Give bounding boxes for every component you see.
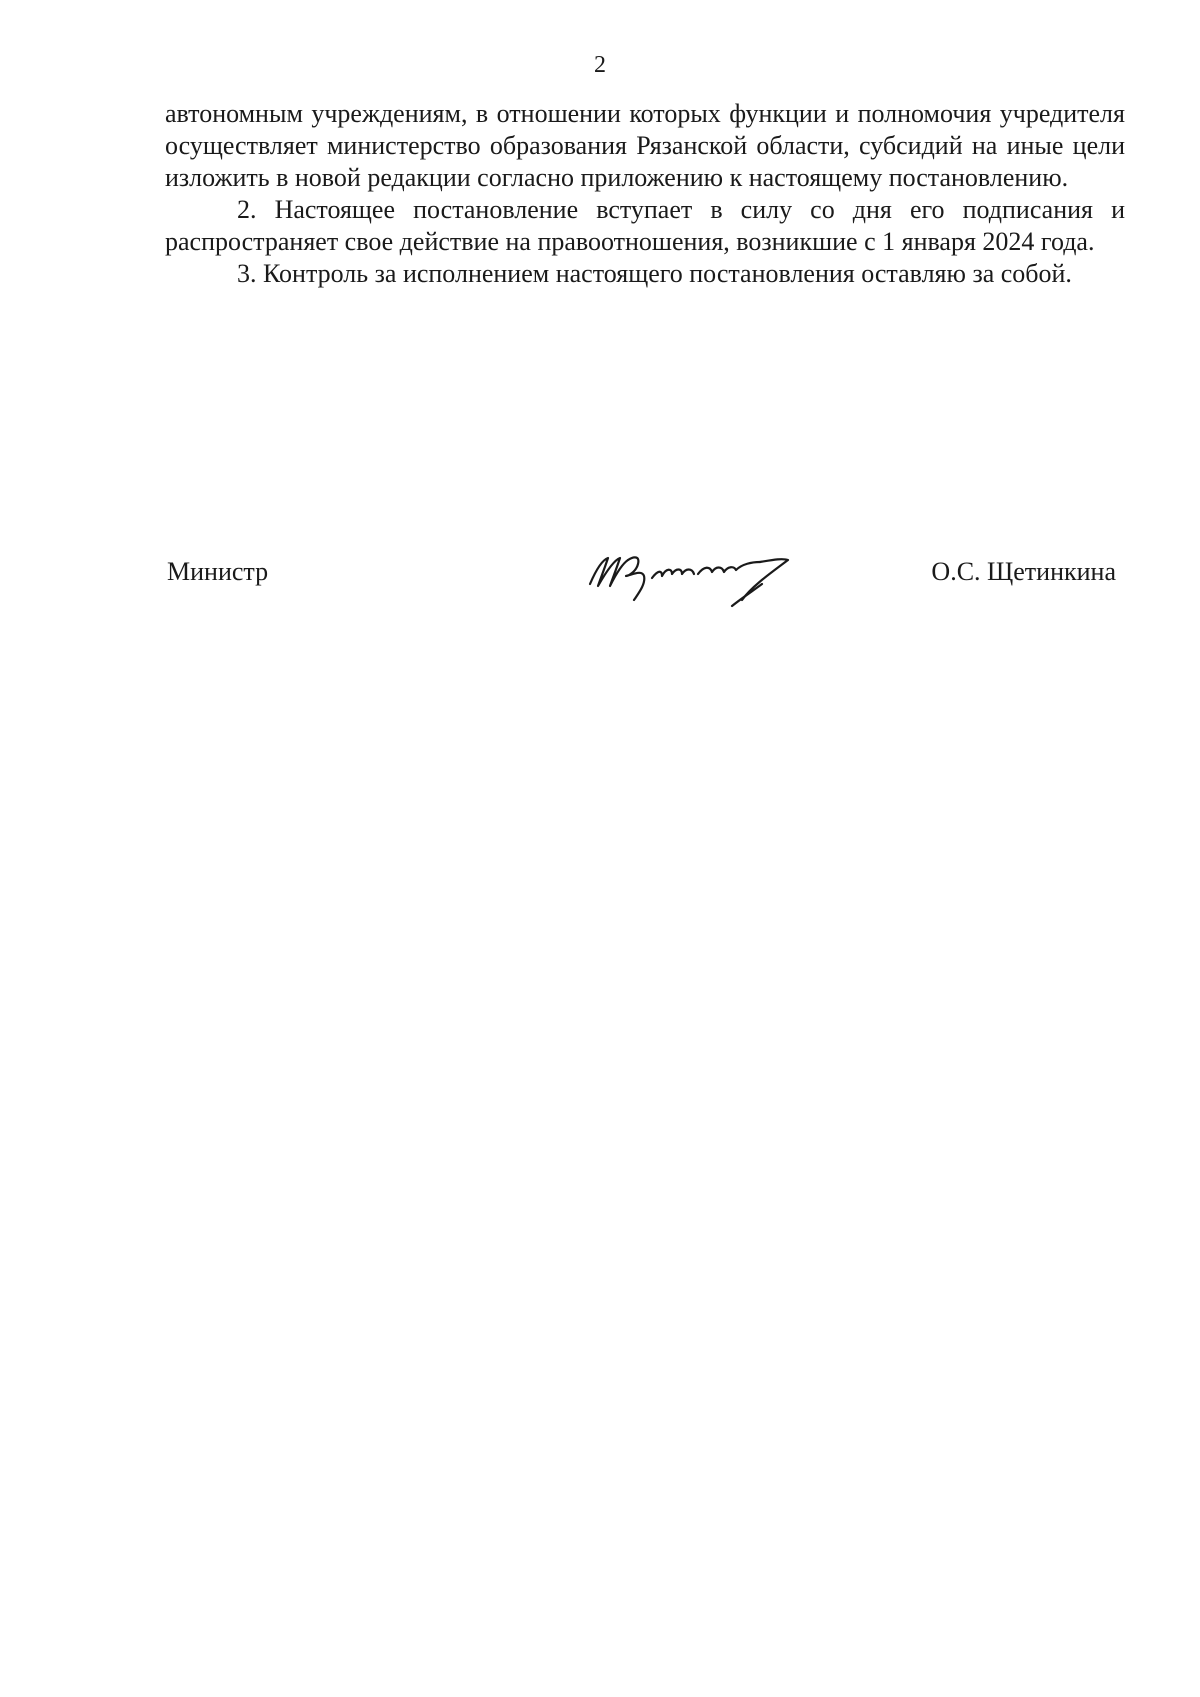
signatory-name: О.С. Щетинкина [931,557,1116,586]
handwritten-signature [582,540,822,620]
page-number: 2 [594,52,606,78]
signatory-title: Министр [167,557,269,586]
paragraph-item-3: 3. Контроль за исполнением настоящего постановления оставляю за собой. [237,259,1072,288]
paragraph-continuation: автономным учреждениям, в отношении которых функции и полномочия учредителя осуществляет министерство образования Рязанской области, субсидий на иные цели изложить в новой редакции согласно приложению к настоящему постановлению. [165,99,1125,192]
paragraph-item-2: 2. Настоящее постановление вступает в силу со дня его подписания и распространяет свое действие на правоотношения, возникшие с 1 января 2024 года. [165,195,1125,256]
document-body [165,98,1125,290]
